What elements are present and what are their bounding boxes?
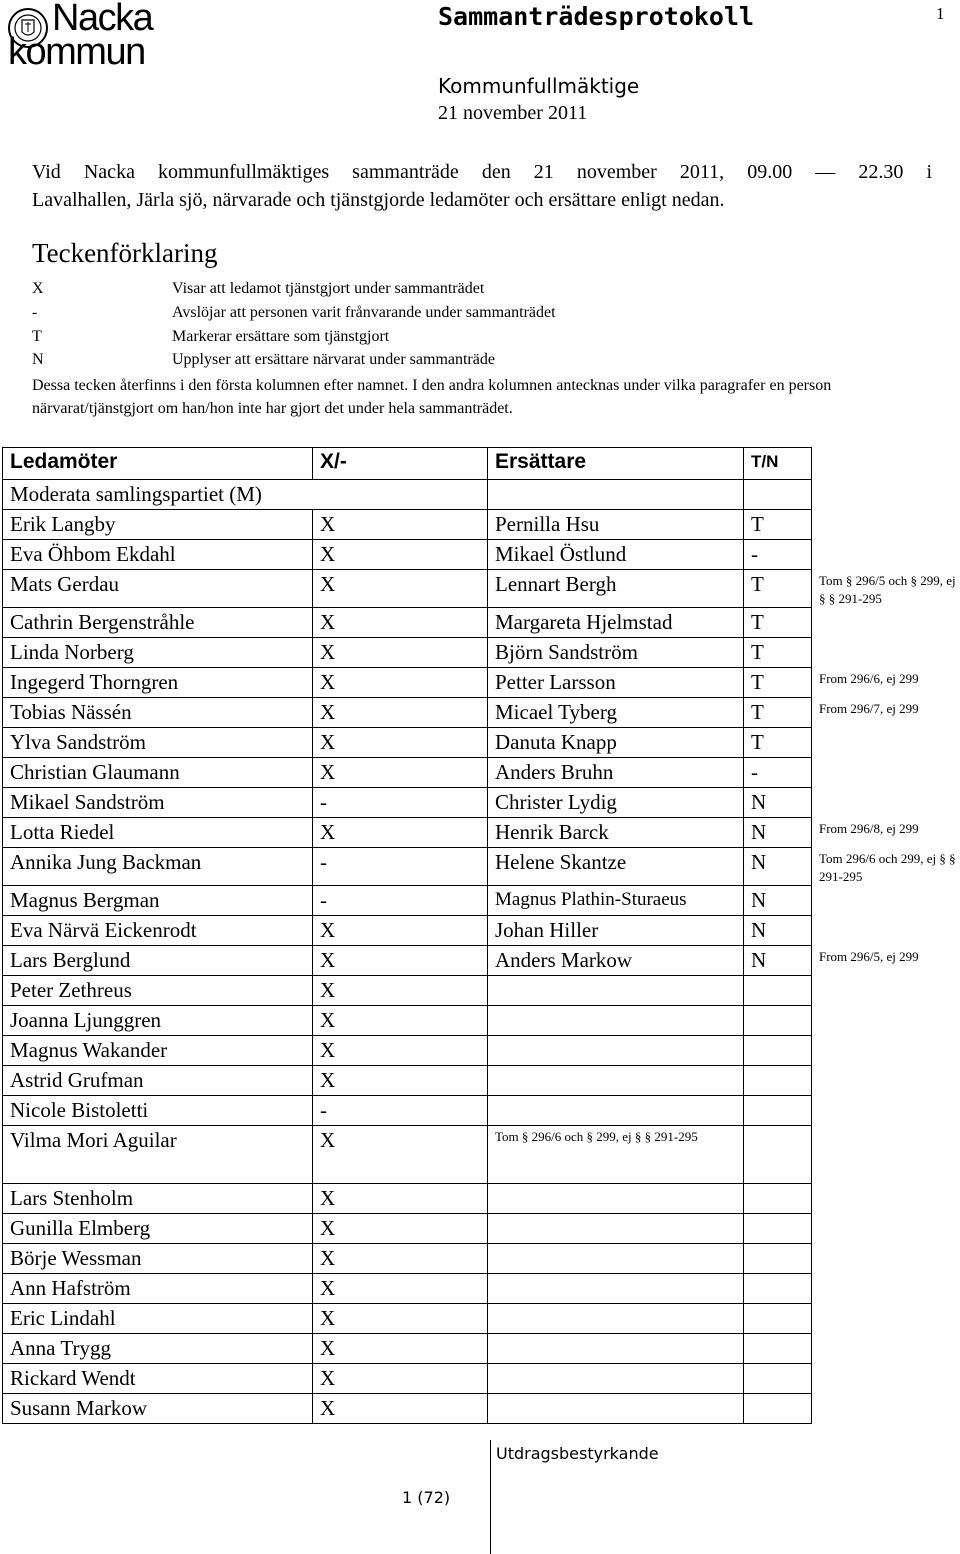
table-row: [3, 608, 960, 638]
table-row: [3, 976, 960, 1006]
substitute-status: T: [744, 608, 812, 638]
party-row-empty: [744, 480, 812, 510]
committee-name: Kommunfullmäktige: [438, 74, 640, 98]
page-number: 1: [936, 4, 945, 23]
legend-symbol: T: [32, 328, 42, 345]
header-notes: [812, 448, 960, 480]
header-members: Ledamöter: [3, 448, 313, 480]
member-status: X: [313, 1036, 488, 1066]
substitute-status: T: [744, 510, 812, 540]
substitute-name: Anders Bruhn: [488, 758, 744, 788]
substitute-name: Petter Larsson: [488, 668, 744, 698]
substitute-name: Lennart Bergh: [488, 570, 744, 608]
member-status: X: [313, 976, 488, 1006]
member-status: X: [313, 946, 488, 976]
substitute-status: -: [744, 540, 812, 570]
paragraph-note: [812, 510, 960, 540]
table-row: [3, 1096, 960, 1126]
paragraph-note: [812, 728, 960, 758]
paragraph-note: [812, 1304, 960, 1334]
member-status: X: [313, 1006, 488, 1036]
member-name: Eric Lindahl: [3, 1304, 313, 1334]
substitute-name: [488, 1334, 744, 1364]
substitute-name: [488, 1184, 744, 1214]
member-name: Lars Berglund: [3, 946, 313, 976]
member-status: X: [313, 1214, 488, 1244]
table-row: [3, 886, 960, 916]
substitute-name: Pernilla Hsu: [488, 510, 744, 540]
substitute-status: N: [744, 886, 812, 916]
table-row: [3, 946, 960, 976]
substitute-name: [488, 1304, 744, 1334]
substitute-status: T: [744, 638, 812, 668]
table-row: [3, 638, 960, 668]
member-name: Ylva Sandström: [3, 728, 313, 758]
party-row-note: [812, 480, 960, 510]
paragraph-note: [812, 1096, 960, 1126]
legend-text: Visar att ledamot tjänstgjort under sammanträdet: [172, 280, 485, 297]
substitute-name: Helene Skantze: [488, 848, 744, 886]
substitute-status: [744, 1214, 812, 1244]
substitute-status: [744, 1066, 812, 1096]
table-row: [3, 510, 960, 540]
member-status: X: [313, 540, 488, 570]
paragraph-note: [812, 1214, 960, 1244]
substitute-status: N: [744, 788, 812, 818]
substitute-name: [488, 1214, 744, 1244]
substitute-name: Anders Markow: [488, 946, 744, 976]
substitute-status: [744, 1394, 812, 1424]
member-status: X: [313, 728, 488, 758]
member-status: -: [313, 1096, 488, 1126]
table-row: [3, 698, 960, 728]
paragraph-note: [812, 1274, 960, 1304]
substitute-status: [744, 1364, 812, 1394]
legend-text: Avslöjar att personen varit frånvarande under sammanträdet: [172, 304, 556, 321]
member-name: Vilma Mori Aguilar: [3, 1126, 313, 1184]
paragraph-note: [812, 976, 960, 1006]
header-substitutes: Ersättare: [488, 448, 744, 480]
substitute-status: [744, 976, 812, 1006]
paragraph-note: [812, 886, 960, 916]
substitute-status: N: [744, 946, 812, 976]
paragraph-note: [812, 788, 960, 818]
legend-symbol: -: [32, 304, 38, 321]
substitute-status: [744, 1304, 812, 1334]
table-row: [3, 1274, 960, 1304]
table-row: [3, 916, 960, 946]
attendance-table: [2, 447, 960, 1424]
substitute-status: T: [744, 698, 812, 728]
member-name: Tobias Nässén: [3, 698, 313, 728]
member-status: X: [313, 1244, 488, 1274]
substitute-name: [488, 1244, 744, 1274]
table-row: [3, 1334, 960, 1364]
member-name: Eva Närvä Eickenrodt: [3, 916, 313, 946]
substitute-name: Johan Hiller: [488, 916, 744, 946]
paragraph-note: From 296/7, ej 299: [819, 700, 919, 716]
substitute-status: T: [744, 728, 812, 758]
paragraph-note: [812, 1126, 960, 1184]
substitute-status: -: [744, 758, 812, 788]
member-name: Rickard Wendt: [3, 1364, 313, 1394]
paragraph-note: [812, 1006, 960, 1036]
document-title: Sammanträdesprotokoll: [438, 2, 755, 31]
member-status: X: [313, 1126, 488, 1184]
substitute-status: N: [744, 818, 812, 848]
paragraph-note: [812, 608, 960, 638]
table-row: [3, 540, 960, 570]
header-tn: T/N: [744, 448, 812, 480]
party-row: [3, 480, 960, 510]
member-name: Ingegerd Thorngren: [3, 668, 313, 698]
paragraph-note: [812, 916, 960, 946]
substitute-status: [744, 1126, 812, 1184]
member-name: Anna Trygg: [3, 1334, 313, 1364]
substitute-name: Björn Sandström: [488, 638, 744, 668]
table-row: [3, 758, 960, 788]
intro-paragraph: [32, 158, 932, 214]
paragraph-note: [812, 540, 960, 570]
footer-divider: [490, 1440, 491, 1554]
member-status: X: [313, 1184, 488, 1214]
substitute-status: [744, 1096, 812, 1126]
table-row: [3, 1244, 960, 1274]
member-status: X: [313, 570, 488, 608]
party-name: Moderata samlingspartiet (M): [3, 480, 488, 510]
paragraph-note: Tom 296/6 och 299, ej § § 291-295: [819, 850, 956, 884]
member-name: Börje Wessman: [3, 1244, 313, 1274]
member-paragraph-note: Tom § 296/6 och § 299, ej § § 291-295: [488, 1126, 744, 1184]
table-row: [3, 1036, 960, 1066]
substitute-name: [488, 1364, 744, 1394]
paragraph-note: [812, 638, 960, 668]
table-row: [3, 1184, 960, 1214]
table-row: [3, 1126, 960, 1184]
member-status: -: [313, 886, 488, 916]
paragraph-note: [812, 758, 960, 788]
member-name: Gunilla Elmberg: [3, 1214, 313, 1244]
member-status: X: [313, 1334, 488, 1364]
member-name: Lars Stenholm: [3, 1184, 313, 1214]
substitute-name: Magnus Plathin-Sturaeus: [488, 886, 744, 916]
substitute-status: [744, 1006, 812, 1036]
member-name: Linda Norberg: [3, 638, 313, 668]
table-row: [3, 1214, 960, 1244]
member-status: X: [313, 510, 488, 540]
member-status: X: [313, 1394, 488, 1424]
member-status: X: [313, 608, 488, 638]
substitute-status: [744, 1036, 812, 1066]
member-status: X: [313, 818, 488, 848]
substitute-name: [488, 1096, 744, 1126]
member-name: Mats Gerdau: [3, 570, 313, 608]
member-status: -: [313, 848, 488, 886]
substitute-status: T: [744, 570, 812, 608]
party-row-empty: [488, 480, 744, 510]
member-name: Christian Glaumann: [3, 758, 313, 788]
member-name: Peter Zethreus: [3, 976, 313, 1006]
paragraph-note: [812, 1066, 960, 1096]
member-name: Lotta Riedel: [3, 818, 313, 848]
member-status: X: [313, 1364, 488, 1394]
paragraph-note: [812, 1364, 960, 1394]
substitute-name: Danuta Knapp: [488, 728, 744, 758]
substitute-name: Micael Tyberg: [488, 698, 744, 728]
paragraph-note: [812, 1244, 960, 1274]
substitute-name: Mikael Östlund: [488, 540, 744, 570]
table-row: [3, 728, 960, 758]
member-name: Ann Hafström: [3, 1274, 313, 1304]
substitute-status: [744, 1274, 812, 1304]
logo-word-kommun: kommun: [8, 31, 145, 73]
substitute-name: [488, 1394, 744, 1424]
substitute-name: [488, 976, 744, 1006]
paragraph-note: [812, 1334, 960, 1364]
substitute-name: [488, 1066, 744, 1096]
substitute-status: [744, 1184, 812, 1214]
table-header-row: [3, 448, 960, 480]
member-status: -: [313, 788, 488, 818]
legend-text: Markerar ersättare som tjänstgjort: [172, 328, 390, 345]
substitute-name: [488, 1006, 744, 1036]
legend-symbol: X: [32, 280, 44, 297]
table-row: [3, 818, 960, 848]
table-row: [3, 1066, 960, 1096]
member-status: X: [313, 758, 488, 788]
member-status: X: [313, 1304, 488, 1334]
member-name: Joanna Ljunggren: [3, 1006, 313, 1036]
member-status: X: [313, 638, 488, 668]
member-status: X: [313, 698, 488, 728]
paragraph-note: From 296/5, ej 299: [819, 948, 919, 964]
paragraph-note: [812, 1036, 960, 1066]
table-row: [3, 570, 960, 608]
paragraph-note: [812, 1394, 960, 1424]
table-row: [3, 1364, 960, 1394]
paragraph-note: From 296/8, ej 299: [819, 820, 919, 836]
substitute-status: N: [744, 848, 812, 886]
member-name: Erik Langby: [3, 510, 313, 540]
intro-line-1: Vid Nacka kommunfullmäktiges sammanträde den 21 november 2011, 09.00 — 22.30 i: [32, 161, 932, 183]
member-name: Susann Markow: [3, 1394, 313, 1424]
substitute-status: [744, 1244, 812, 1274]
substitute-status: N: [744, 916, 812, 946]
substitute-name: Christer Lydig: [488, 788, 744, 818]
table-row: [3, 668, 960, 698]
member-status: X: [313, 1066, 488, 1096]
table-row: [3, 1006, 960, 1036]
legend-symbol: N: [32, 351, 44, 368]
table-row: [3, 788, 960, 818]
substitute-name: [488, 1274, 744, 1304]
member-name: Nicole Bistoletti: [3, 1096, 313, 1126]
member-name: Eva Öhbom Ekdahl: [3, 540, 313, 570]
member-name: Annika Jung Backman: [3, 848, 313, 886]
paragraph-note: From 296/6, ej 299: [819, 670, 919, 686]
substitute-name: Margareta Hjelmstad: [488, 608, 744, 638]
table-row: [3, 848, 960, 886]
table-row: [3, 1394, 960, 1424]
paragraph-note: Tom § 296/5 och § 299, ej § § 291-295: [819, 572, 956, 606]
member-name: Cathrin Bergenstråhle: [3, 608, 313, 638]
meeting-date: 21 november 2011: [438, 102, 588, 124]
member-name: Astrid Grufman: [3, 1066, 313, 1096]
member-name: Mikael Sandström: [3, 788, 313, 818]
legend-text: Upplyser att ersättare närvarat under sammanträde: [172, 351, 495, 368]
member-status: X: [313, 668, 488, 698]
paragraph-note: [812, 1184, 960, 1214]
substitute-status: [744, 1334, 812, 1364]
intro-line-2: Lavalhallen, Järla sjö, närvarade och tjänstgjorde ledamöter och ersättare enligt nedan.: [32, 189, 725, 211]
member-name: Magnus Bergman: [3, 886, 313, 916]
table-row: [3, 1304, 960, 1334]
certification-label: Utdragsbestyrkande: [496, 1444, 659, 1463]
substitute-name: [488, 1036, 744, 1066]
header-xdash: X/-: [313, 448, 488, 480]
member-status: X: [313, 1274, 488, 1304]
substitute-status: T: [744, 668, 812, 698]
legend-note: Dessa tecken återfinns i den första kolumnen efter namnet. I den andra kolumnen antecknas under vilka paragrafer en person närvarat/tjänstgjort om han/hon inte har gjort det under hela sammanträdet.: [32, 377, 832, 417]
legend-heading: Teckenförklaring: [32, 238, 218, 268]
member-name: Magnus Wakander: [3, 1036, 313, 1066]
logo-word-nacka: Nacka: [52, 0, 153, 39]
member-status: X: [313, 916, 488, 946]
nacka-kommun-logo: [6, 2, 166, 72]
substitute-name: Henrik Barck: [488, 818, 744, 848]
page-count: 1 (72): [402, 1488, 451, 1507]
